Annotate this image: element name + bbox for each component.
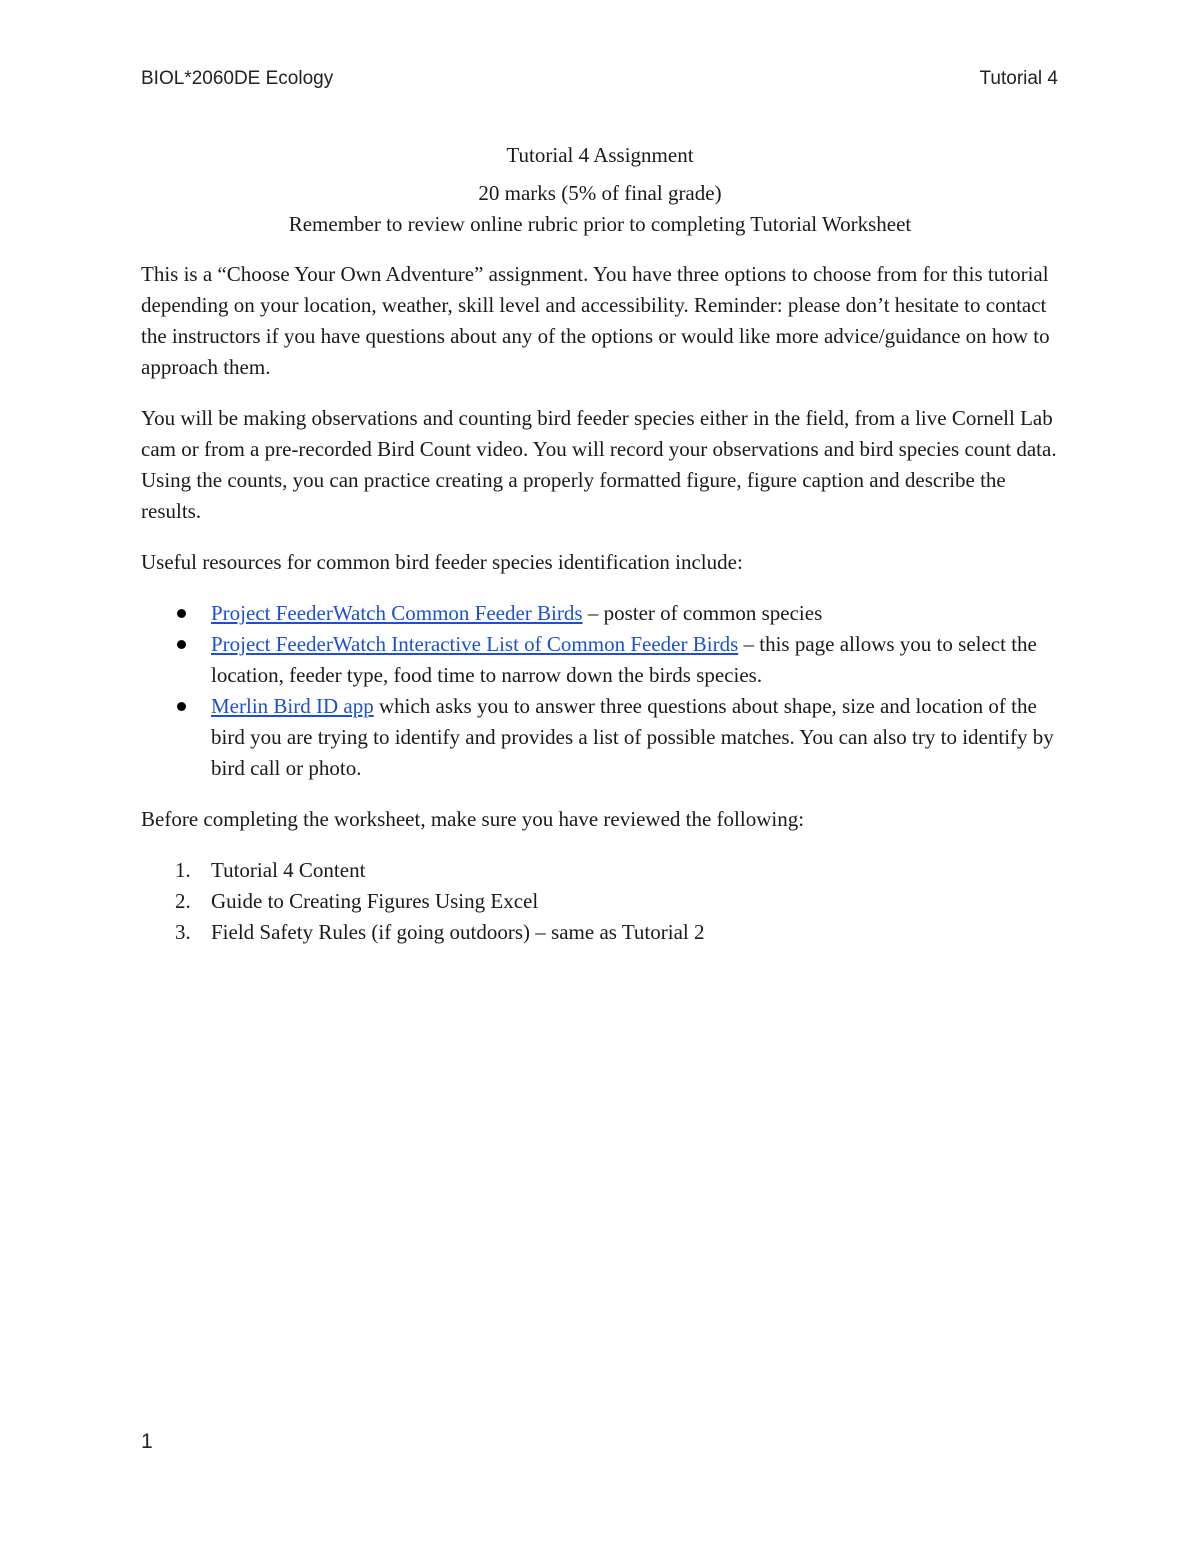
bullet-icon bbox=[177, 702, 186, 711]
page-title: Tutorial 4 Assignment bbox=[506, 143, 694, 167]
list-item bbox=[141, 691, 1059, 784]
merlin-bird-id-link[interactable]: Merlin Bird ID app bbox=[211, 694, 374, 718]
observation-paragraph: You will be making observations and counting bird feeder species either in the field, from a live Cornell Lab cam or from a pre-recorded Bird Count video. You will record your observations and bird species count data. Using the counts, you can practice creating a properly formatted figure, figure caption and describe the results. bbox=[141, 406, 1057, 523]
bullet-icon bbox=[177, 609, 186, 618]
list-item bbox=[141, 855, 1059, 886]
list-item bbox=[141, 886, 1059, 917]
review-intro: Before completing the worksheet, make sure you have reviewed the following: bbox=[141, 807, 805, 831]
resources-list bbox=[141, 598, 1059, 784]
list-number: 2. bbox=[175, 889, 191, 913]
document-body bbox=[141, 140, 1059, 968]
page-number: 1 bbox=[141, 1430, 153, 1453]
header-course: BIOL*2060DE Ecology bbox=[141, 68, 334, 89]
list-number: 3. bbox=[175, 920, 191, 944]
reminder-line: Remember to review online rubric prior to completing Tutorial Worksheet bbox=[288, 212, 912, 236]
list-item-text: Guide to Creating Figures Using Excel bbox=[211, 889, 539, 913]
list-item-text: – poster of common species bbox=[582, 601, 823, 625]
feederwatch-interactive-list-link[interactable]: Project FeederWatch Interactive List of Common Feeder Birds bbox=[211, 632, 739, 656]
list-item-text: – this page allows you to select the location, feeder type, food time to narrow down the birds species. bbox=[211, 632, 1037, 687]
list-number: 1. bbox=[175, 858, 191, 882]
list-item bbox=[141, 598, 1059, 629]
intro-paragraph: This is a “Choose Your Own Adventure” assignment. You have three options to choose from for this tutorial depending on your location, weather, skill level and accessibility. Reminder: please don’t hesitate to contact the instructors if you have questions about any of the options or would like more advice/guidance on how to approach them. bbox=[141, 262, 1050, 379]
marks-line: 20 marks (5% of final grade) bbox=[478, 181, 722, 205]
resources-intro: Useful resources for common bird feeder species identification include: bbox=[141, 550, 743, 574]
list-item-text: Field Safety Rules (if going outdoors) – same as Tutorial 2 bbox=[211, 920, 705, 944]
list-item-text: which asks you to answer three questions about shape, size and location of the bird you are trying to identify and provides a list of possible matches. You can also try to identify by bird call or photo. bbox=[211, 694, 1054, 780]
bullet-icon bbox=[177, 640, 186, 649]
feederwatch-common-birds-link[interactable]: Project FeederWatch Common Feeder Birds bbox=[211, 601, 583, 625]
header-tutorial: Tutorial 4 bbox=[979, 68, 1058, 89]
list-item bbox=[141, 629, 1059, 691]
list-item-text: Tutorial 4 Content bbox=[211, 858, 366, 882]
review-list bbox=[141, 855, 1059, 948]
list-item bbox=[141, 917, 1059, 948]
